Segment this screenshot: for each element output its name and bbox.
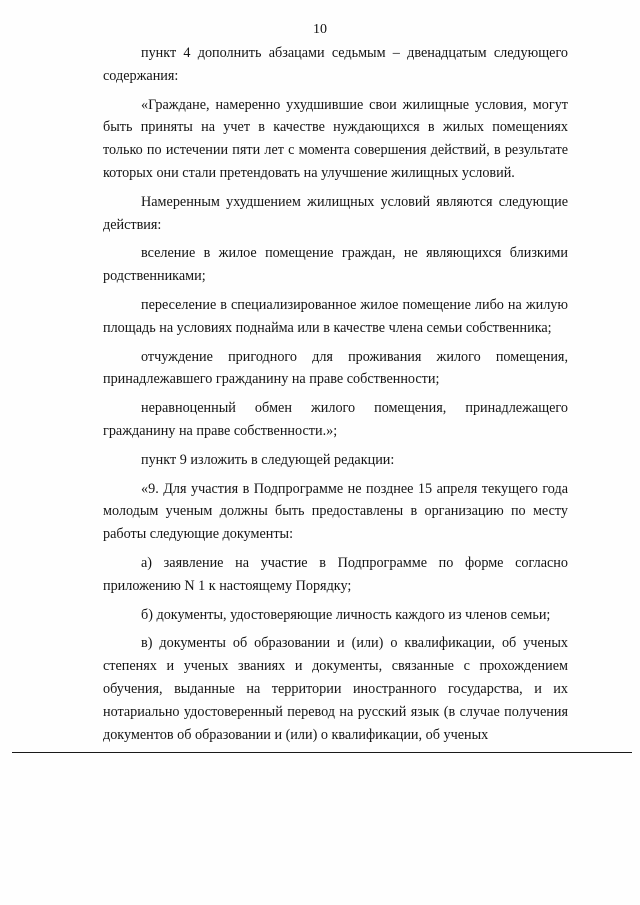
- paragraph-item-exchange: неравноценный обмен жилого помещения, принадлежащего гражданину на праве собственности.»;: [103, 400, 568, 439]
- paragraph-item-v: в) документы об образовании и (или) о квалификации, об ученых степенях и ученых званиях и документы, связанные с прохождением обучения, выданные на территории иностранного государства, и их нотариально удостоверенный перевод на русский язык (в случае получения документов об образовании и (или) о квалификации, об ученых: [103, 635, 568, 743]
- paragraph-point-9-text: «9. Для участия в Подпрограмме не позднее 15 апреля текущего года молодым ученым должны быть предоставлены в организацию по месту работы следующие документы:: [103, 480, 568, 543]
- paragraph-item-alienation: отчуждение пригодного для проживания жилого помещения, принадлежавшего гражданину на праве собственности;: [103, 348, 568, 388]
- paragraph-intentional-worsening: «Граждане, намеренно ухудшившие свои жилищные условия, могут быть приняты на учет в качестве нуждающихся в жилых помещениях только по истечении пяти лет с момента совершения действий, в результате которых они стали претендовать на улучшение жилищных условий.: [103, 96, 568, 181]
- paragraph-point-4-intro: пункт 4 дополнить абзацами седьмым – двенадцатым следующего содержания:: [103, 45, 568, 84]
- paragraph-item-b: б) документы, удостоверяющие личность каждого из членов семьи;: [141, 606, 551, 623]
- document-body: [103, 42, 568, 746]
- paragraph-item-a: а) заявление на участие в Подпрограмме по форме согласно приложению N 1 к настоящему Порядку;: [103, 554, 568, 594]
- paragraph-item-settling: вселение в жилое помещение граждан, не являющихся близкими родственниками;: [103, 245, 568, 285]
- paragraph-item-relocation: переселение в специализированное жилое помещение либо на жилую площадь на условиях поднайма или в качестве члена семьи собственника;: [103, 296, 568, 336]
- page-number: 10: [313, 22, 327, 37]
- paragraph-point-9-intro: пункт 9 изложить в следующей редакции:: [141, 451, 395, 468]
- footer-divider: [12, 752, 632, 753]
- paragraph-actions-definition: Намеренным ухудшением жилищных условий являются следующие действия:: [103, 193, 568, 233]
